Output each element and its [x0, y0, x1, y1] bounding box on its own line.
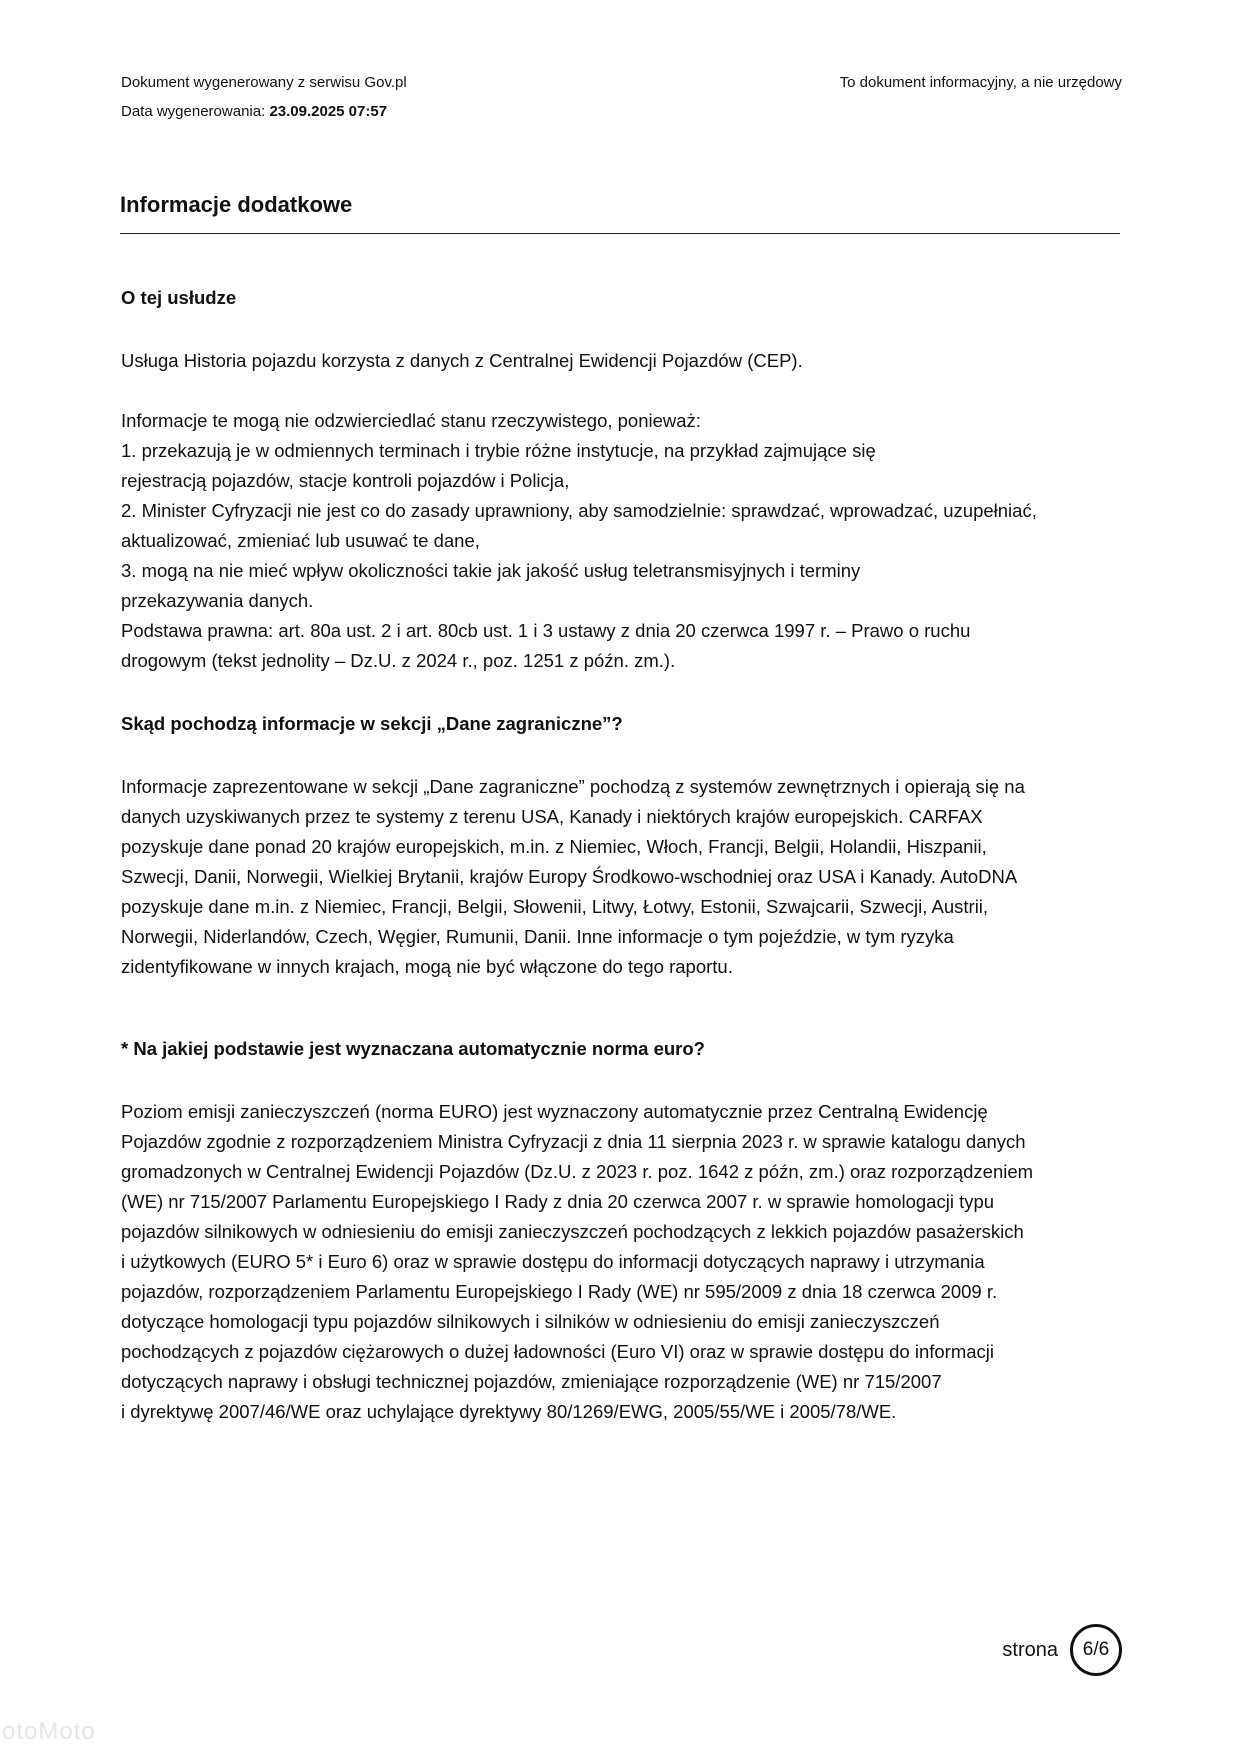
text-line: Pojazdów zgodnie z rozporządzeniem Ministra Cyfryzacji z dnia 11 sierpnia 2023 r. w sprawie katalogu danych [121, 1131, 1026, 1152]
text-line: gromadzonych w Centralnej Ewidencji Pojazdów (Dz.U. z 2023 r. poz. 1642 z późn, zm.) oraz rozporządzeniem [121, 1161, 1034, 1182]
generation-date-line [121, 97, 407, 126]
text-line: drogowym (tekst jednolity – Dz.U. z 2024 r., poz. 1251 z późn. zm.). [121, 650, 676, 671]
text-line: pojazdów silnikowych w odniesieniu do emisji zanieczyszczeń pochodzących z lekkich pojazdów pasażerskich [121, 1221, 1024, 1242]
generated-from-text: Dokument wygenerowany z serwisu Gov.pl [121, 74, 407, 91]
text-line: 1. przekazują je w odmiennych terminach i trybie różne instytucje, na przykład zajmujące się [121, 440, 876, 461]
text-line: i dyrektywę 2007/46/WE oraz uchylające dyrektywy 80/1269/EWG, 2005/55/WE i 2005/78/WE. [121, 1401, 897, 1422]
text-line: aktualizować, zmieniać lub usuwać te dane, [121, 530, 480, 551]
document-body [121, 283, 1131, 1427]
text-line: pozyskuje dane ponad 20 krajów europejskich, m.in. z Niemiec, Włoch, Francji, Belgii, Holandii, Hiszpanii, [121, 836, 987, 857]
text-line: dotyczące homologacji typu pojazdów silnikowych i silników w odniesieniu do emisji zanieczyszczeń [121, 1311, 940, 1332]
watermark: otoMoto [2, 1718, 96, 1745]
text-line: Usługa Historia pojazdu korzysta z danych z Centralnej Ewidencji Pojazdów (CEP). [121, 350, 803, 371]
text-line: pochodzących z pojazdów ciężarowych o dużej ładowności (Euro VI) oraz w sprawie dostępu do informacji [121, 1341, 995, 1362]
text-line: przekazywania danych. [121, 590, 314, 611]
text-line: dotyczących naprawy i obsługi technicznej pojazdów, zmieniające rozporządzenie (WE) nr 715/2007 [121, 1371, 942, 1392]
text-line: Szwecji, Danii, Norwegii, Wielkiej Brytanii, krajów Europy Środkowo-wschodniej oraz USA i Kanady. AutoDNA [121, 866, 1018, 887]
paragraph [121, 346, 1131, 376]
text-line: rejestracją pojazdów, stacje kontroli pojazdów i Policja, [121, 470, 570, 491]
text-line: Poziom emisji zanieczyszczeń (norma EURO) jest wyznaczony automatycznie przez Centralną Ewidencję [121, 1101, 988, 1122]
text-line: i użytkowych (EURO 5* i Euro 6) oraz w sprawie dostępu do informacji dotyczących naprawy i utrzymania [121, 1251, 985, 1272]
text-line: Informacje te mogą nie odzwierciedlać stanu rzeczywistego, ponieważ: [121, 410, 701, 431]
text-line: Norwegii, Niderlandów, Czech, Węgier, Rumunii, Danii. Inne informacje o tym pojeździe, w tym ryzyka [121, 926, 954, 947]
section-foreign-data [121, 709, 1131, 982]
text-line: zidentyfikowane w innych krajach, mogą nie być włączone do tego raportu. [121, 956, 733, 977]
page-label: strona [1002, 1638, 1058, 1661]
paragraph [121, 406, 1131, 676]
section-heading: Skąd pochodzą informacje w sekcji „Dane zagraniczne”? [121, 713, 623, 734]
page-number-badge [1070, 1624, 1122, 1676]
generation-date-value: 23.09.2025 07:57 [269, 103, 388, 120]
text-line: danych uzyskiwanych przez te systemy z terenu USA, Kanady i niektórych krajów europejskich. CARFAX [121, 806, 983, 827]
section-about-service [121, 283, 1131, 676]
document-source-header [121, 68, 407, 126]
text-line: 3. mogą na nie mieć wpływ okoliczności takie jak jakość usług teletransmisyjnych i terminy [121, 560, 861, 581]
section-heading: * Na jakiej podstawie jest wyznaczana automatycznie norma euro? [121, 1038, 705, 1059]
title-divider [120, 233, 1120, 234]
text-line: pojazdów, rozporządzeniem Parlamentu Europejskiego I Rady (WE) nr 595/2009 z dnia 18 czerwca 2009 r. [121, 1281, 998, 1302]
text-line: (WE) nr 715/2007 Parlamentu Europejskiego I Rady z dnia 20 czerwca 2007 r. w sprawie homologacji typu [121, 1191, 995, 1212]
document-disclaimer: To dokument informacyjny, a nie urzędowy [839, 74, 1122, 91]
section-euro-norm [121, 1034, 1131, 1427]
page-number: 6/6 [1082, 1639, 1110, 1660]
text-line: pozyskuje dane m.in. z Niemiec, Francji, Belgii, Słowenii, Litwy, Łotwy, Estonii, Szwajcarii, Szwecji, Austrii, [121, 896, 989, 917]
section-heading: O tej usłudze [121, 287, 237, 308]
paragraph [121, 1097, 1131, 1427]
page-title: Informacje dodatkowe [120, 192, 353, 217]
text-line: Podstawa prawna: art. 80a ust. 2 i art. 80cb ust. 1 i 3 ustawy z dnia 20 czerwca 1997 r. – Prawo o ruchu [121, 620, 971, 641]
generation-date-label: Data wygenerowania: [121, 103, 266, 120]
page-footer [1002, 1624, 1122, 1676]
paragraph [121, 772, 1131, 982]
text-line: Informacje zaprezentowane w sekcji „Dane zagraniczne” pochodzą z systemów zewnętrznych i opierają się na [121, 776, 1025, 797]
text-line: 2. Minister Cyfryzacji nie jest co do zasady uprawniony, aby samodzielnie: sprawdzać, wprowadzać, uzupełniać, [121, 500, 1037, 521]
